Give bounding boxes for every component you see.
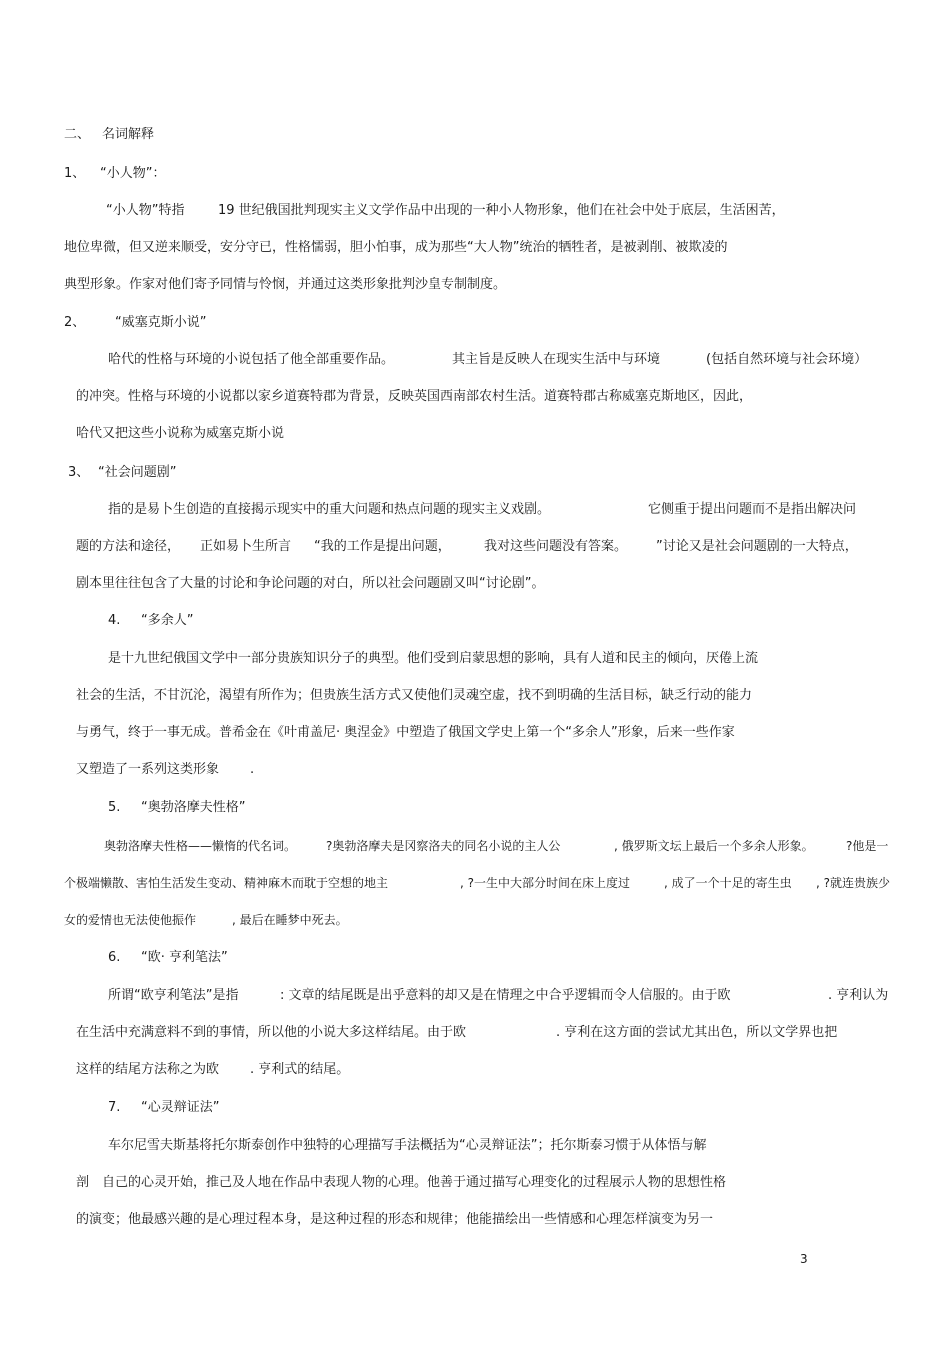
paragraph-line: . 亨利式的结尾。 [250,1062,350,1077]
paragraph-line: , 最后在睡梦中死去。 [232,913,348,927]
paragraph-line: 所谓“欧亨利笔法”是指 [108,988,239,1003]
paragraph-line: 社会的生活，不甘沉沦，渴望有所作为；但贵族生活方式又使他们灵魂空虚，找不到明确的生活目标，缺乏行动的能力 [76,688,753,703]
paragraph-line: . [250,762,255,777]
item-heading: “多余人” [141,613,194,628]
paragraph-line: : 文章的结尾既是出乎意料的却又是在情理之中合乎逻辑而令人信服的。由于欧 [280,988,731,1003]
paragraph-line: 自己的心灵开始，推己及人地在作品中表现人物的心理。他善于通过描写心理变化的过程展示人物的思想性格 [102,1175,727,1190]
item-heading: “欧· 亨利笔法” [141,950,228,965]
paragraph-line: ”讨论又是社会问题剧的一大特点， [656,539,858,554]
paragraph-line: . 亨利认为 [828,988,889,1003]
paragraph-line: , ?一生中大部分时间在床上度过 [460,876,630,890]
item-heading: “心灵辩证法” [141,1100,220,1115]
paragraph-line: , 成了一个十足的寄生虫 [664,876,792,890]
item-heading: “小人物”： [100,166,166,181]
paragraph-line: 典型形象。作家对他们寄予同情与怜悯，并通过这类形象批判沙皇专制制度。 [64,277,507,292]
paragraph-line: 在生活中充满意料不到的事情，所以他的小说大多这样结尾。由于欧 [76,1025,467,1040]
paragraph-line: 地位卑微，但又逆来顺受，安分守已，性格懦弱，胆小怕事，成为那些“大人物”统治的牺牲者，是被剥削、被欺凌的 [64,240,728,255]
item-heading: “社会问题剧” [98,465,177,480]
section-title: 名词解释 [102,127,155,142]
paragraph-line: , 俄罗斯文坛上最后一个多余人形象。 [614,839,814,853]
paragraph-line: (包括自然环境与社会环境） [706,352,868,367]
paragraph-line: “我的工作是提出问题， [314,539,451,554]
paragraph-line: 的演变；他最感兴趣的是心理过程本身，是这种过程的形态和规律；他能描绘出一些情感和心理怎样演变为另一 [76,1212,714,1227]
paragraph-line: 其主旨是反映人在现实生活中与环境 [452,352,661,367]
paragraph-line: 正如易卜生所言 [200,539,292,554]
paragraph-line: 题的方法和途径， [76,539,181,554]
paragraph-line: 这样的结尾方法称之为欧 [76,1062,220,1077]
paragraph-line: “小人物”特指 [106,203,185,218]
paragraph-line: 它侧重于提出问题而不是指出解决问 [648,502,857,517]
paragraph-line: 的冲突。性格与环境的小说都以家乡道赛特郡为背景，反映英国西南部农村生活。道赛特郡古称威塞克斯地区，因此， [76,389,753,404]
item-number: 6. [108,950,121,965]
paragraph-line: 奥勃洛摩夫性格——懒惰的代名词。 [104,839,297,853]
section-number: 二、 [64,127,91,142]
item-number: 2、 [64,315,86,330]
page-number: 3 [800,1252,808,1266]
item-heading: “威塞克斯小说” [115,315,207,330]
paragraph-line: 剧本里往往包含了大量的讨论和争论问题的对白，所以社会问题剧又叫“讨论剧”。 [76,576,545,591]
paragraph-line: ?他是一 [846,839,889,853]
item-number: 4. [108,613,121,628]
item-number: 1、 [64,166,86,181]
paragraph-line: 是十九世纪俄国文学中一部分贵族知识分子的典型。他们受到启蒙思想的影响，具有人道和民主的倾向，厌倦上流 [108,651,759,666]
paragraph-line: 与勇气，终于一事无成。普希金在《叶甫盖尼· 奥涅金》中塑造了俄国文学史上第一个“多余人”形象，后来一些作家 [76,725,735,740]
paragraph-line: 哈代的性格与环境的小说包括了他全部重要作品。 [108,352,395,367]
paragraph-line: , ?就连贵族少 [816,876,890,890]
item-heading: “奥勃洛摩夫性格” [141,800,246,815]
paragraph-line: 剖 [76,1175,90,1190]
item-number: 5. [108,800,121,815]
paragraph-line: 19 世纪俄国批判现实主义文学作品中出现的一种小人物形象，他们在社会中处于底层，生活困苦， [218,203,785,218]
item-number: 3、 [68,465,90,480]
paragraph-line: 车尔尼雪夫斯基将托尔斯泰创作中独特的心理描写手法概括为“心灵辩证法”；托尔斯泰习惯于从体悟与解 [108,1138,707,1153]
item-number: 7. [108,1100,121,1115]
paragraph-line: 我对这些问题没有答案。 [484,539,628,554]
paragraph-line: 女的爱情也无法使他振作 [64,913,197,927]
paragraph-line: 个极端懒散、害怕生活发生变动、精神麻木而耽于空想的地主 [64,876,389,890]
paragraph-line: ?奥勃洛摩夫是冈察洛夫的同名小说的主人公 [326,839,561,853]
paragraph-line: 又塑造了一系列这类形象 [76,762,220,777]
paragraph-line: 哈代又把这些小说称为威塞克斯小说 [76,426,285,441]
paragraph-line: . 亨利在这方面的尝试尤其出色，所以文学界也把 [556,1025,838,1040]
paragraph-line: 指的是易卜生创造的直接揭示现实中的重大问题和热点问题的现实主义戏剧。 [108,502,551,517]
